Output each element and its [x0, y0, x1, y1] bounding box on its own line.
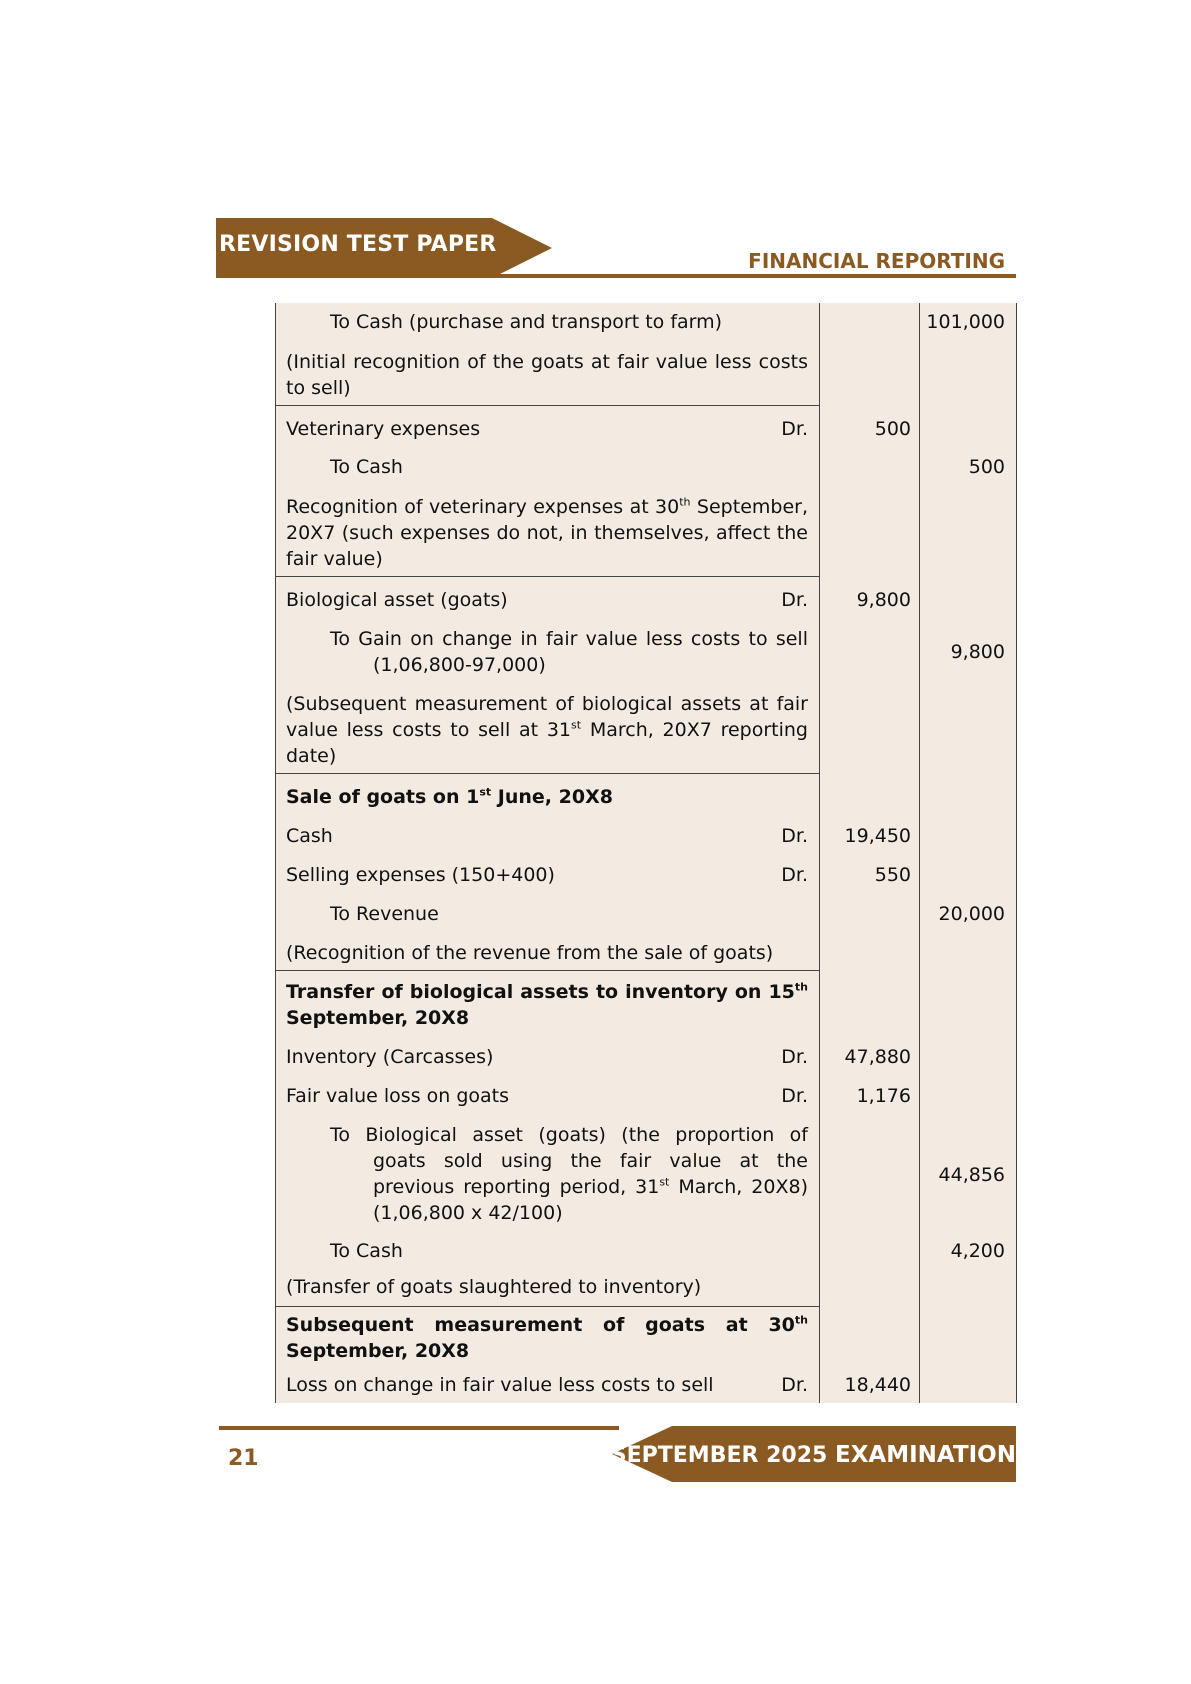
journal-entries-table: [275, 303, 1017, 1403]
entry-narration: Recognition of veterinary expenses at 30th September, 20X7 (such expenses do not, in themselves, affect the fair value): [286, 495, 808, 570]
dr-marker: Dr.: [781, 418, 808, 440]
entry-description: To Cash: [330, 1240, 403, 1262]
entry-description: To Cash (purchase and transport to farm): [330, 311, 723, 333]
debit-amount: 500: [874, 418, 911, 440]
footer-rule: [219, 1426, 619, 1430]
header-right-title: FINANCIAL REPORTING: [748, 249, 1005, 273]
entry-narration: (Transfer of goats slaughtered to inventory): [286, 1276, 702, 1298]
credit-amount: 20,000: [938, 903, 1005, 925]
debit-amount: 47,880: [844, 1046, 911, 1068]
dr-marker: Dr.: [781, 864, 808, 886]
entry-narration: (Initial recognition of the goats at fair value less costs to sell): [286, 351, 808, 399]
dr-marker: Dr.: [781, 1085, 808, 1107]
section-heading: Transfer of biological assets to inventory on 15th September, 20X8: [286, 980, 808, 1029]
credit-amount: 101,000: [926, 311, 1005, 333]
footer-exam-label: SEPTEMBER 2025 EXAMINATION: [610, 1442, 1016, 1468]
row-divider: [276, 576, 819, 577]
entry-description: Selling expenses (150+400): [286, 864, 555, 886]
header-left-title: REVISION TEST PAPER: [219, 232, 497, 257]
entry-description: Biological asset (goats): [286, 589, 508, 611]
row-divider: [276, 773, 819, 774]
entry-description: To Biological asset (goats) (the proportion of goats sold using the fair value at the previous reporting period, 31st March, 20X8) (1,06,800 x 42/100): [330, 1124, 808, 1224]
debit-amount: 550: [874, 864, 911, 886]
section-heading: Sale of goats on 1st June, 20X8: [286, 785, 613, 808]
credit-column-divider: [919, 303, 920, 1403]
entry-description: Inventory (Carcasses): [286, 1046, 494, 1068]
page-number: 21: [228, 1446, 259, 1471]
entry-narration: (Recognition of the revenue from the sale of goats): [286, 942, 774, 964]
debit-amount: 18,440: [844, 1374, 911, 1396]
debit-column-divider: [819, 303, 820, 1403]
entry-description: Loss on change in fair value less costs to sell: [286, 1374, 714, 1396]
debit-amount: 9,800: [856, 589, 911, 611]
entry-description: Cash: [286, 825, 333, 847]
entry-narration: (Subsequent measurement of biological assets at fair value less costs to sell at 31st March, 20X7 reporting date): [286, 693, 808, 767]
dr-marker: Dr.: [781, 1374, 808, 1396]
header-rule: [216, 274, 1016, 278]
header-arrow-shape: [492, 218, 552, 278]
dr-marker: Dr.: [781, 589, 808, 611]
entry-description: To Gain on change in fair value less costs to sell (1,06,800-97,000): [330, 628, 808, 676]
entry-description: Veterinary expenses: [286, 418, 481, 440]
debit-amount: 19,450: [844, 825, 911, 847]
credit-amount: 4,200: [950, 1240, 1005, 1262]
entry-description: To Cash: [330, 456, 403, 478]
credit-amount: 44,856: [938, 1164, 1005, 1186]
entry-description: To Revenue: [330, 903, 439, 925]
dr-marker: Dr.: [781, 1046, 808, 1068]
debit-amount: 1,176: [856, 1085, 911, 1107]
section-heading: Subsequent measurement of goats at 30th September, 20X8: [286, 1313, 808, 1362]
credit-amount: 500: [968, 456, 1005, 478]
row-divider: [276, 1306, 819, 1307]
credit-amount: 9,800: [950, 641, 1005, 663]
entry-description: Fair value loss on goats: [286, 1085, 510, 1107]
row-divider: [276, 970, 819, 971]
row-divider: [276, 405, 819, 406]
dr-marker: Dr.: [781, 825, 808, 847]
